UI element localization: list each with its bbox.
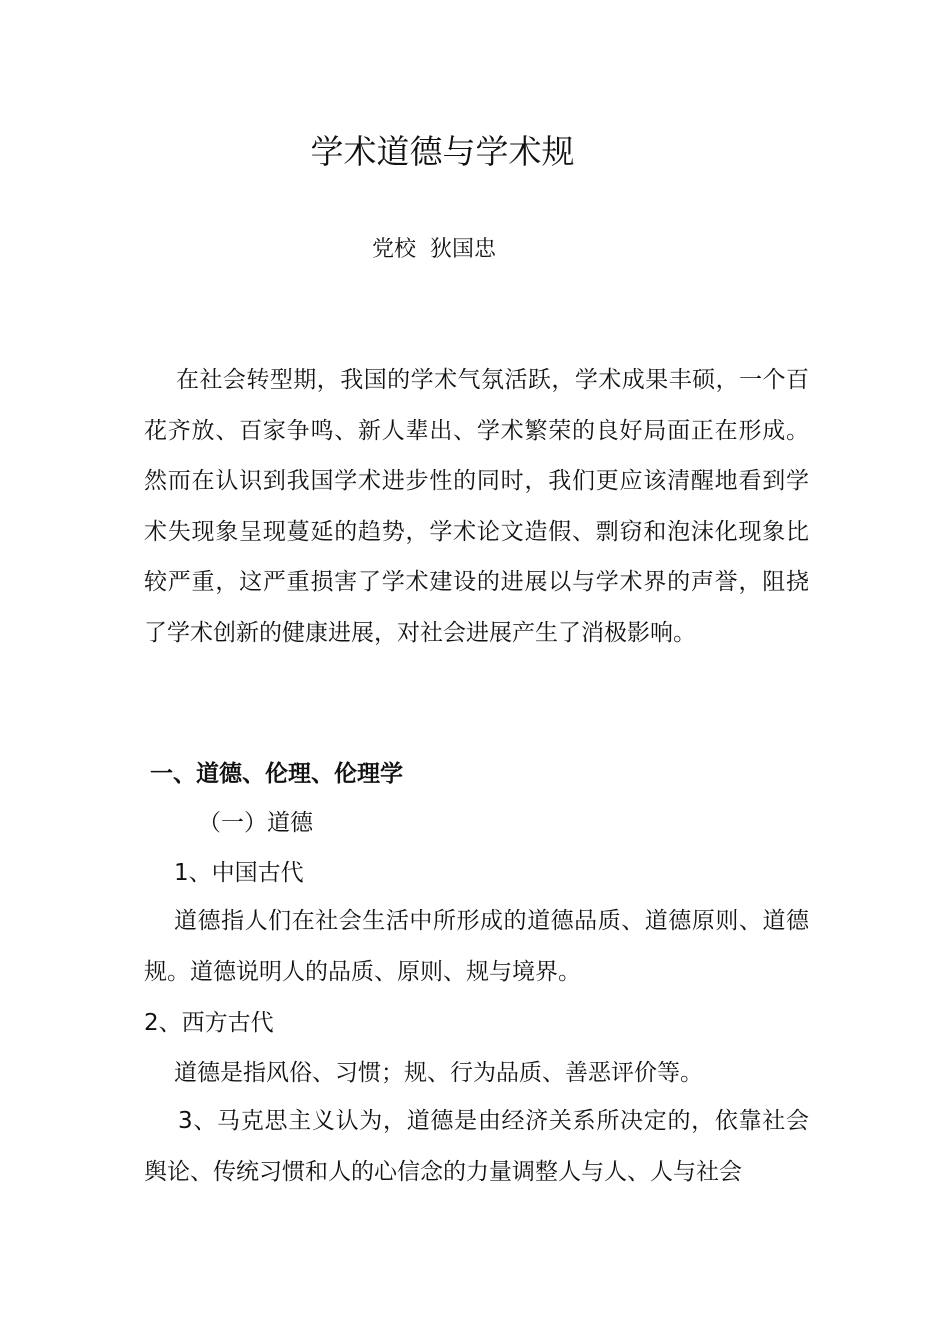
subsection-heading: （一）道德 — [198, 810, 313, 836]
document-author: 党校 狄国忠 — [372, 237, 496, 262]
item-paragraph-1: 道德指人们在社会生活中所形成的道德品质、道德原则、道德规。道德说明人的品质、原则、规与境界。 — [144, 908, 809, 985]
intro-paragraph: 在社会转型期，我国的学术气氛活跃，学术成果丰硕，一个百花齐放、百家争鸣、新人辈出、学术繁荣的良好局面正在形成。然而在认识到我国学术进步性的同时，我们更应该清醒地看到学术失现象呈现蔓延的趋势，学术论文造假、剽窃和泡沫化现象比较严重，这严重损害了学术建设的进展以与学术界的声誉，阻挠了学术创新的健康进展，对社会进展产生了消极影响。 — [144, 367, 809, 646]
document-title: 学术道德与学术规 — [310, 132, 575, 171]
item-heading-1: 1、中国古代 — [174, 860, 304, 886]
section-heading: 一、道德、伦理、伦理学 — [150, 761, 403, 787]
item-paragraph-2: 道德是指风俗、习惯；规、行为品质、善恶评价等。 — [174, 1060, 703, 1086]
item-paragraph-3: 3、马克思主义认为，道德是由经济关系所决定的，依靠社会舆论、传统习惯和人的心信念的力量调整人与人、人与社会 — [144, 1108, 809, 1185]
item-heading-2: 2、西方古代 — [144, 1010, 274, 1036]
